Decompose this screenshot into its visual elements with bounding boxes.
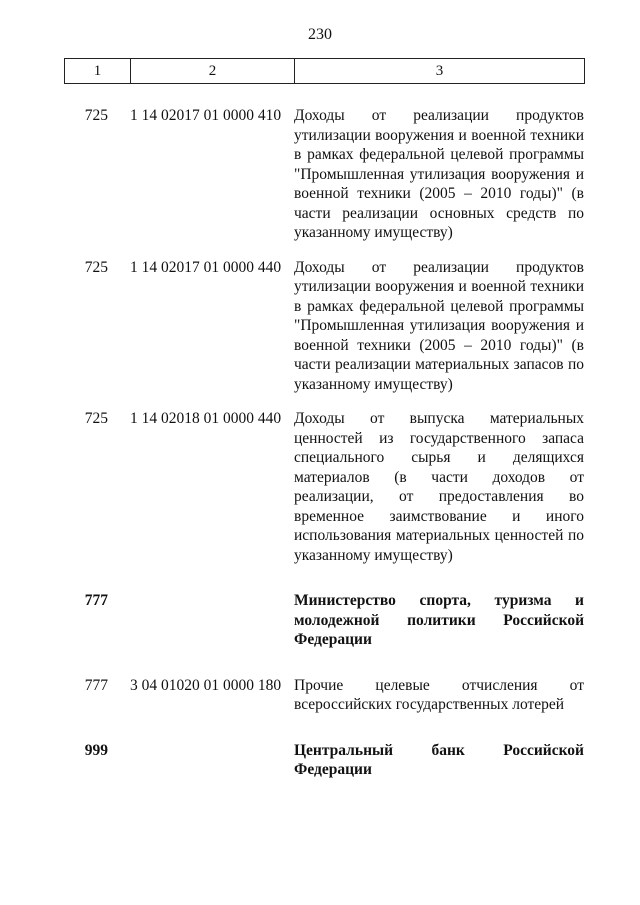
page-number: 230 [308, 26, 332, 43]
ministry-name: Центральный банк Российской Федерации [294, 741, 584, 778]
revenue-name: Доходы от реализации продуктов утилизации вооружения и военной техники в рамках федеральной целевой программы "Промышленная утилизация вооружения и военной техники (2005 – 2010 годы)" (в части реализации материальных запасов по указанному имуществу) [294, 258, 584, 393]
column-header-1: 1 [65, 59, 131, 84]
admin-code: 725 [84, 410, 108, 427]
admin-code: 777 [84, 592, 108, 609]
revenue-name: Прочие целевые отчисления от всероссийских государственных лотерей [294, 676, 584, 713]
admin-code: 725 [84, 107, 108, 124]
table-row [64, 409, 584, 565]
column-header-3: 3 [295, 59, 585, 84]
ministry-heading-row [64, 591, 584, 650]
ministry-name: Министерство спорта, туризма и молодежной политики Российской Федерации [294, 592, 584, 648]
column-header-table [64, 58, 585, 84]
revenue-code: 1 14 02017 01 0000 410 [130, 107, 282, 124]
admin-code: 999 [84, 741, 108, 759]
admin-code: 777 [84, 676, 108, 694]
table-row [64, 106, 584, 243]
ministry-heading-row [64, 741, 584, 780]
revenue-list [64, 106, 584, 795]
revenue-name: Доходы от выпуска материальных ценностей из государственного запаса специального сырья и делящихся материалов (в части доходов от реализации, от предоставления во временное заимствование и иного использования материальных ценностей по указанному имуществу) [294, 410, 584, 564]
column-header-2: 2 [131, 59, 295, 84]
header-row [65, 59, 585, 84]
revenue-name: Доходы от реализации продуктов утилизации вооружения и военной техники в рамках федеральной целевой программы "Промышленная утилизация вооружения и военной техники (2005 – 2010 годы)" (в части реализации основных средств по указанному имуществу) [294, 107, 584, 241]
revenue-code: 1 14 02017 01 0000 440 [130, 258, 282, 276]
admin-code: 725 [84, 258, 108, 276]
table-row [64, 676, 584, 715]
table-row [64, 258, 584, 395]
revenue-code: 1 14 02018 01 0000 440 [130, 410, 282, 427]
revenue-code: 3 04 01020 01 0000 180 [130, 676, 282, 694]
